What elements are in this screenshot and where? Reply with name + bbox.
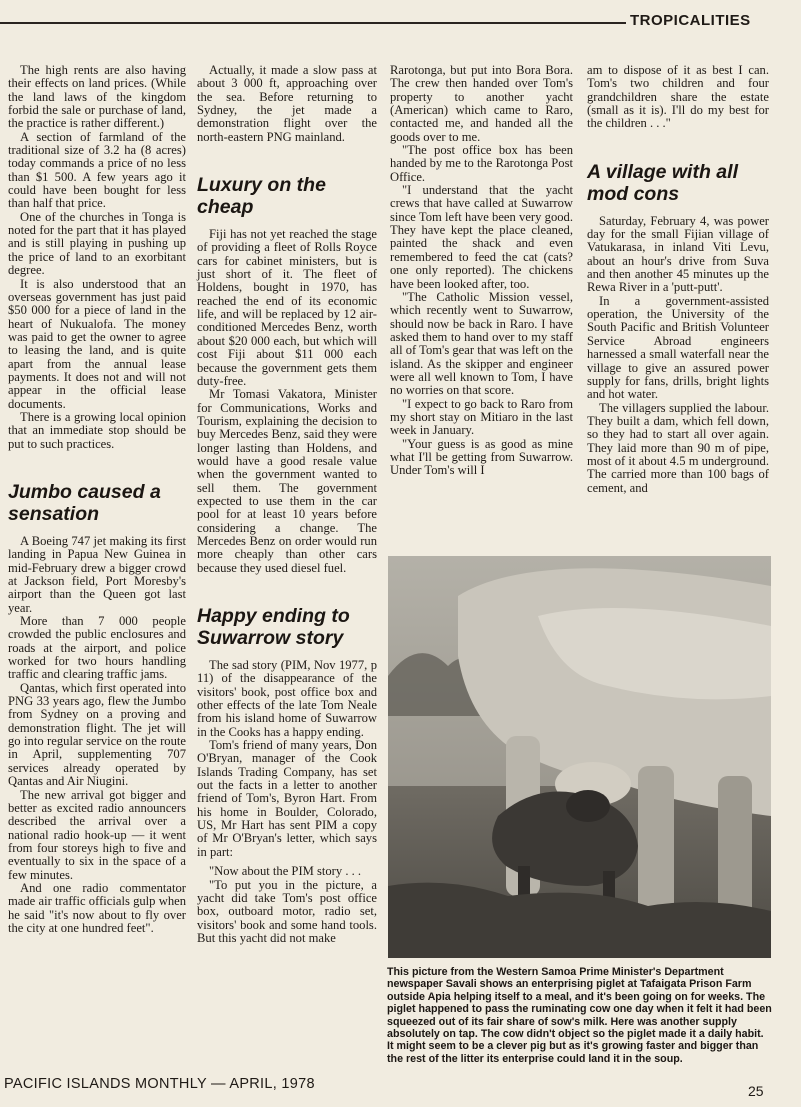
article-paragraph: One of the churches in Tonga is noted for the part that it has played and is still playing in pushing up the price of land to an exorbitant degree. [8, 209, 186, 278]
article-paragraph: Actually, it made a slow pass at about 3 000 ft, approaching over the sea. Before returning to Sydney, the jet made a demonstration flight over the north-eastern PNG mainland. [197, 63, 377, 144]
article-paragraph: The villagers supplied the labour. They built a dam, which fell down, so they had to start all over again. They laid more than 90 m of pipe, most of it about 4.5 m underground. The carried more than 100 bags of cement, and [587, 400, 769, 495]
article-paragraph: Fiji has not yet reached the stage of providing a fleet of Rolls Royce cars for cabinet ministers, but is just short of it. The fleet of Holdens, bought in 1970, has reached the end of its economic life, and will be replaced by 12 air-conditioned Mercedes Benz, worth about $20 000 each, but which will cost Fiji about $11 000 each because the government gets them duty-free. [197, 227, 377, 388]
article-paragraph: Rarotonga, but put into Bora Bora. The crew then handed over Tom's property to another yacht (American) which came to Raro, contacted me, and handed all the goods over to me. [390, 63, 573, 144]
article-paragraph: am to dispose of it as best I can. Tom's two children and four grandchildren share the estate (small as it is). I'll do my best for the children . . ." [587, 63, 769, 131]
happy-ending-headline: Happy ending to Suwarrow story [197, 605, 350, 649]
jumbo-headline: Jumbo caused a sensation [8, 480, 161, 525]
photo-illustration [388, 556, 771, 958]
article-paragraph: Saturday, February 4, was power day for the small Fijian village of Vatukarasa, in inland Viti Levu, about an hour's drive from Suva and then another 45 minutes up the Rewa River in a 'putt-putt'. [587, 213, 769, 295]
article-paragraph: The high rents are also having their effects on land prices. (While the land laws of the kingdom forbid the sale or purchase of land, the practice is rather different.) [8, 63, 186, 131]
article-paragraph: "To put you in the picture, a yacht did take Tom's post office box, outboard motor, radio set, visitors' book and some hand tools. But this yacht did not make [197, 877, 377, 945]
page-number: 25 [748, 1083, 764, 1099]
article-paragraph: Tom's friend of many years, Don O'Bryan, manager of the Cook Islands Trading Company, has set out the facts in a letter to another friend of Tom's, Byron Hart. From his home in Boulder, Colorado, US, Mr Hart has sent PIM a copy of Mr O'Bryan's letter, which says in part: [197, 738, 377, 859]
column-4 [587, 64, 769, 495]
column-2 [197, 64, 377, 945]
photo-caption: This picture from the Western Samoa Prime Minister's Department newspaper Savali shows an enterprising piglet at Tafaigata Prison Farm outside Apia helping itself to a meal, and it's been going on for weeks. The piglet happened to pass the ruminating cow one day when it felt it had been squeezed out of its fair share of sow's milk. Here was another supply absolutely on tap. The cow didn't object so the piglet made it a daily habit. It might seem to be a clever pig but as it's growing faster and bigger than the rest of the litter its enterprise could land it in the soup. [387, 966, 772, 1065]
article-paragraph: "I expect to go back to Raro from my short stay on Mitiaro in the last week in January. [390, 396, 573, 438]
article-paragraph: The new arrival got bigger and better as excited radio announcers described the arrival over a national radio hook-up — it went from four storeys high to five and eventually to six in the space of a few minutes. [8, 787, 186, 882]
article-paragraph: "Your guess is as good as mine what I'll be getting from Suwarrow. Under Tom's will I [390, 436, 573, 478]
publication-footer: PACIFIC ISLANDS MONTHLY — APRIL, 1978 [4, 1076, 315, 1092]
luxury-headline: Luxury on the cheap [197, 174, 326, 219]
article-paragraph: "The Catholic Mission vessel, which recently went to Suwarrow, should now be back in Raro. I have asked them to hand over to my staff all of Tom's gear that was left on the island. As the skipper and engineer were all well known to Tom, I have no worries on that score. [390, 289, 574, 398]
article-paragraph: It is also understood that an overseas government has just paid $50 000 for a piece of land in the heart of Nukualofa. The money was paid to get the owner to agree to leasing the land, and is quite apart from the annual lease payments. It does not and will not appear in the official lease documents. [8, 276, 186, 411]
village-headline: A village with all mod cons [587, 160, 738, 205]
article-paragraph: There is a growing local opinion that an immediate stop should be put to such practices. [8, 409, 186, 451]
article-paragraph: The sad story (PIM, Nov 1977, p 11) of the disappearance of the visitors' book, post office box and other effects of the late Tom Neale from his island home of Suwarrow in the Cooks has a happy ending. [197, 658, 377, 739]
article-paragraph: Qantas, which first operated into PNG 33 years ago, flew the Jumbo from Sydney on a proving and demonstration flight. The jet will go into regular service on the route in April, supplementing 707 services already operated by Qantas and Air Niugini. [8, 680, 186, 789]
article-paragraph: "The post office box has been handed by me to the Rarotonga Post Office. [390, 143, 573, 184]
header-rule [0, 22, 626, 24]
article-paragraph: More than 7 000 people crowded the public enclosures and roads at the airport, and police worked for two hours handling traffic and clearing traffic jams. [8, 614, 186, 682]
column-1 [8, 64, 186, 935]
article-paragraph: And one radio commentator made air traffic officials gulp when he said "it's now about to fly over the city at one hundred feet". [8, 880, 186, 935]
article-paragraph: "I understand that the yacht crews that have called at Suwarrow since Tom left have been very good. They have kept the place cleaned, painted the shack and even remembered to feed the cat (cats? one only reported). The chickens have been looked after, too. [390, 183, 573, 291]
article-paragraph: "Now about the PIM story . . . [209, 864, 362, 879]
article-paragraph: In a government-assisted operation, the University of the South Pacific and British Volunteer Service Abroad engineers harnessed a small waterfall near the village to give an assured power supply for fans, drills, bright lights and hot water. [587, 293, 769, 402]
cow-piglet-photo [388, 556, 771, 958]
article-paragraph: A section of farmland of the traditional size of 3.2 ha (8 acres) today commands a price of no less than $1 500. A few years ago it could have been bought for less than half that price. [8, 129, 186, 211]
section-label: TROPICALITIES [630, 12, 751, 29]
article-paragraph: Mr Tomasi Vakatora, Minister for Communications, Works and Tourism, explaining the decision to buy Mercedes Benz, said they were longer lasting than Holdens, and would have a good resale value when the government wanted to sell them. The government expected to use them in the car pool for at least 10 years before considering a change. The Mercedes Benz on order would run more cheaply than other cars because they used diesel fuel. [197, 387, 377, 575]
article-paragraph: A Boeing 747 jet making its first landing in Papua New Guinea in mid-February drew a bigger crowd at Jackson field, Port Moresby's airport than the Queen got last year. [8, 533, 186, 615]
column-3 [390, 64, 573, 478]
